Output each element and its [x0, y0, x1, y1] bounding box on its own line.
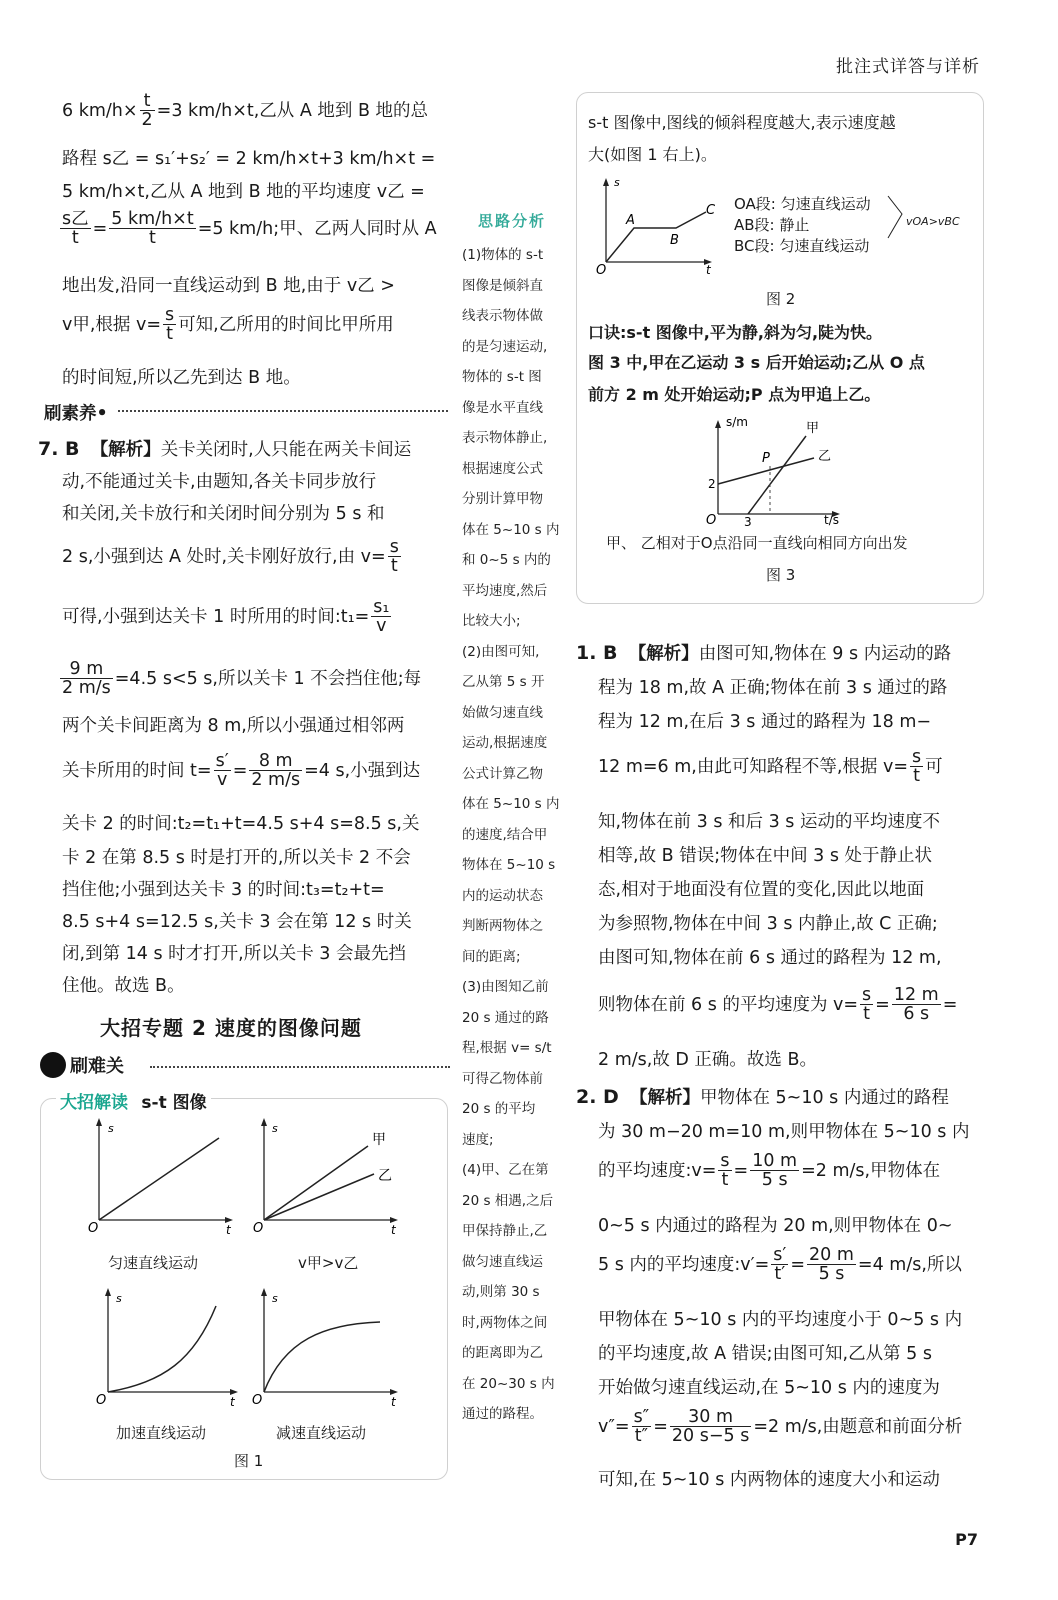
side-note-line: 可得乙物体前 — [462, 1070, 543, 1087]
graph-decelerate — [252, 1288, 398, 1409]
text-line: $\frac{9 m}{2 m/s}$ =4.5 s<5 s,所以关卡 1 不会挡住他;每 — [62, 659, 422, 699]
g4-caption: 减速直线运动 — [276, 1424, 367, 1442]
svg-text:t: t — [391, 1395, 396, 1409]
side-note-line: 像是水平直线 — [462, 399, 543, 416]
side-note-line: 线表示物体做 — [462, 308, 543, 324]
text-line: 大(如图 1 右上)。 — [588, 145, 717, 164]
text-line: v甲,根据 v= $\frac{s}{t}$ 可知,乙所用的时间比甲所用 — [62, 305, 394, 345]
svg-text:B: B — [670, 233, 679, 248]
text-line: s-t 图像中,图线的倾斜程度越大,表示速度越 — [588, 113, 896, 132]
text-line: 态,相对于地面没有位置的变化,因此以地面 — [598, 880, 925, 900]
side-note-line: 体在 5~10 s 内 — [462, 796, 560, 812]
side-note-line: 内的运动状态 — [462, 887, 543, 904]
side-note-line: 物体在 5~10 s — [462, 857, 556, 873]
text-line: 动,不能通过关卡,由题知,各关卡同步放行 — [62, 472, 377, 492]
q7-line: 7. B 【解析】关卡关闭时,人只能在两关卡间运 — [38, 438, 412, 460]
fig3-ylabel: s/m — [726, 415, 748, 429]
side-note-line: 间的距离; — [462, 948, 521, 965]
side-note-line: 物体的 s-t 图 — [462, 369, 542, 385]
svg-text:O: O — [596, 263, 607, 278]
text-line: 5 km/h×t,乙从 A 地到 B 地的平均速度 v乙 = — [62, 182, 425, 202]
fig2-vrel: vOA>vBC — [906, 215, 960, 228]
text-line: 相等,故 B 错误;物体在中间 3 s 处于静止状 — [598, 846, 933, 866]
side-note-line: 图像是倾斜直 — [462, 277, 543, 294]
svg-text:t: t — [230, 1395, 235, 1409]
fig3-caption: 图 3 — [766, 566, 796, 584]
side-note-line: 做匀速直线运 — [462, 1253, 543, 1270]
svg-text:O: O — [252, 1393, 263, 1408]
side-note-line: 甲保持静止,乙 — [462, 1223, 548, 1239]
text-line: 可知,在 5~10 s 内两物体的速度大小和运动 — [598, 1470, 940, 1490]
text-line: 2 s,小强到达 A 处时,关卡刚好放行,由 v= $\frac{s}{t}$ — [62, 537, 399, 577]
page-number: P7 — [955, 1530, 978, 1549]
page-header-title: 批注式详答与详析 — [836, 57, 980, 77]
text-line: 0~5 s 内通过的路程为 20 m,则甲物体在 0~ — [598, 1216, 953, 1236]
fig2-caption: 图 2 — [766, 290, 796, 308]
graph-accelerate — [96, 1288, 238, 1409]
side-note-line: 运动,根据速度 — [462, 735, 548, 751]
svg-text:A: A — [626, 213, 635, 228]
side-note-line: 20 s 相遇,之后 — [462, 1192, 554, 1209]
graph-compare — [253, 1118, 398, 1237]
svg-text:s: s — [614, 176, 620, 189]
side-note-line: 的是匀速运动, — [462, 338, 548, 355]
side-note-line: 在 20~30 s 内 — [462, 1375, 555, 1392]
side-note-line: 动,则第 30 s — [462, 1284, 540, 1300]
dazhao-header: 大招解读 s-t 图像 — [56, 1088, 211, 1113]
fig1-caption: 图 1 — [234, 1452, 264, 1470]
side-note-line: 分别计算甲物 — [462, 491, 543, 507]
fig1-graphs — [44, 1110, 444, 1450]
fig3-xlabel: t/s — [824, 513, 839, 527]
g3-caption: 加速直线运动 — [116, 1424, 207, 1442]
section-title: 大招专题 2 速度的图像问题 — [100, 1016, 362, 1040]
text-line: 为 30 m−20 m=10 m,则甲物体在 5~10 s 内 — [598, 1122, 970, 1142]
text-line: 闭,到第 14 s 时才打开,所以关卡 3 会最先挡 — [62, 944, 406, 964]
text-line: 则物体在前 6 s 的平均速度为 v= $\frac{s}{t}$ = $\frac{12 m}{6 s}$ = — [598, 985, 958, 1025]
text-line: 地出发,沿同一直线运动到 B 地,由于 v乙 > — [62, 276, 395, 296]
g2-yi-label: 乙 — [378, 1168, 392, 1184]
svg-text:s: s — [108, 1122, 114, 1135]
text-line: 的平均速度:v= $\frac{s}{t}$ = $\frac{10 m}{5 s}$ =2 m/s,甲物体在 — [598, 1151, 941, 1191]
side-note-line: (1)物体的 s-t — [462, 247, 544, 263]
side-note-line: 根据速度公式 — [462, 460, 543, 477]
text-line: 8.5 s+4 s=12.5 s,关卡 3 会在第 12 s 时关 — [62, 912, 412, 932]
svg-text:t: t — [706, 263, 711, 277]
dotted-divider — [150, 1066, 450, 1068]
fig3-desc-1: 图 3 中,甲在乙运动 3 s 后开始运动;乙从 O 点 — [588, 353, 925, 372]
text-line: 的时间短,所以乙先到达 B 地。 — [62, 368, 301, 388]
text-line: 甲物体在 5~10 s 内的平均速度小于 0~5 s 内 — [598, 1310, 963, 1330]
text-line: 关卡所用的时间 t= $\frac{s'}{v}$ = $\frac{8 m}{2 m/s}$ =4 s,小强到达 — [62, 751, 421, 791]
fig2-oa: OA段: 匀速直线运动 — [734, 195, 871, 213]
side-note-line: 表示物体静止, — [462, 430, 548, 446]
side-title: 思路分析 — [478, 212, 547, 230]
text-line: 可得,小强到达关卡 1 时所用的时间:t₁= $\frac{\text{s₁}}{v}$ — [62, 597, 390, 637]
svg-text:s: s — [272, 1292, 278, 1305]
mnemonic: 口诀:s-t 图像中,平为静,斜为匀,陡为快。 — [588, 323, 883, 342]
text-line: 路程 s乙 = s₁′+s₂′ = 2 km/h×t+3 km/h×t = — [62, 149, 436, 169]
svg-text:t: t — [226, 1223, 231, 1237]
text-line: 挡住他;小强到达关卡 3 的时间:t₃=t₂+t= — [62, 880, 385, 900]
side-note-line: 程,根据 v= s/t — [462, 1040, 552, 1056]
q2-line: 2. D 【解析】甲物体在 5~10 s 内通过的路程 — [576, 1086, 949, 1108]
brush-quality-label: 刷素养• — [44, 404, 108, 424]
text-line: 5 s 内的平均速度:v′= $\frac{s'}{t'}$ = $\frac{20 m}{5 s}$ =4 m/s,所以 — [598, 1245, 962, 1285]
side-note-line: 的速度,结合甲 — [462, 826, 548, 843]
side-note-line: 的距离即为乙 — [462, 1345, 543, 1361]
text-line: 知,物体在前 3 s 和后 3 s 运动的平均速度不 — [598, 812, 940, 832]
side-note-line: 比较大小; — [462, 613, 521, 629]
text-line: 两个关卡间距离为 8 m,所以小强通过相邻两 — [62, 716, 405, 736]
svg-text:t: t — [391, 1223, 396, 1237]
side-note-line: 始做匀速直线 — [462, 704, 543, 721]
g1-caption: 匀速直线运动 — [108, 1254, 199, 1272]
side-note-line: 20 s 通过的路 — [462, 1009, 549, 1026]
side-note-line: 公式计算乙物 — [462, 765, 543, 782]
side-note-line: (2)由图可知, — [462, 643, 540, 660]
text-line: 和关闭,关卡放行和关闭时间分别为 5 s 和 — [62, 504, 385, 524]
text-line: 12 m=6 m,由此可知路程不等,根据 v= $\frac{s}{t}$ 可 — [598, 747, 943, 787]
svg-text:O: O — [88, 1221, 99, 1236]
side-note-line: 体在 5~10 s 内 — [462, 521, 560, 538]
fig3-jia: 甲 — [806, 421, 820, 436]
side-note-line: 速度; — [462, 1131, 494, 1148]
hard-badge-icon — [40, 1052, 66, 1078]
text-line: 2 m/s,故 D 正确。故选 B。 — [598, 1050, 817, 1070]
fig3-yi: 乙 — [818, 449, 832, 464]
fig3-graph — [696, 410, 846, 530]
fig2-ab: AB段: 静止 — [734, 216, 810, 234]
side-note-line: 和 0~5 s 内的 — [462, 552, 551, 568]
text-line: v″= $\frac{s''}{t''}$ = $\frac{30 m}{20 s-5 s}$ =2 m/s,由题意和前面分析 — [598, 1407, 963, 1447]
graph-uniform — [88, 1118, 233, 1237]
text-line: 由图可知,物体在前 6 s 通过的路程为 12 m, — [598, 948, 942, 968]
text-line: 为参照物,物体在中间 3 s 内静止,故 C 正确; — [598, 914, 938, 934]
fig3-two: 2 — [708, 477, 716, 491]
side-notes — [462, 240, 572, 1430]
text-line: 开始做匀速直线运动,在 5~10 s 内的速度为 — [598, 1378, 940, 1398]
g2-jia-label: 甲 — [372, 1132, 386, 1148]
fig2-bc: BC段: 匀速直线运动 — [734, 237, 870, 255]
fig3-desc-2: 前方 2 m 处开始运动;P 点为甲追上乙。 — [588, 385, 881, 404]
side-note-line: 判断两物体之 — [462, 918, 543, 934]
q1-line: 1. B 【解析】由图可知,物体在 9 s 内运动的路 — [576, 642, 952, 664]
svg-text:O: O — [253, 1221, 264, 1236]
fig3-o: O — [706, 513, 717, 528]
svg-text:s: s — [116, 1292, 122, 1305]
side-note-line: (3)由图知乙前 — [462, 979, 549, 995]
svg-text:O: O — [96, 1393, 107, 1408]
fig3-note: 甲、 乙相对于O点沿同一直线向相同方向出发 — [606, 534, 908, 552]
text-line: $\frac{\text{s乙}}{t}$ = $\frac{5 km/h\times t}{t}$ =5 km/h;甲、乙两人同时从 A — [62, 209, 437, 249]
side-note-line: 20 s 的平均 — [462, 1101, 536, 1117]
svg-text:C: C — [706, 203, 716, 218]
text-line: 住他。故选 B。 — [62, 976, 185, 996]
dotted-divider — [118, 410, 448, 412]
text-line: 程为 12 m,在后 3 s 通过的路程为 18 m− — [598, 712, 932, 732]
text-line: 卡 2 在第 8.5 s 时是打开的,所以关卡 2 不会 — [62, 848, 411, 868]
side-note-line: 乙从第 5 s 开 — [462, 674, 545, 690]
text-line: 程为 18 m,故 A 正确;物体在前 3 s 通过的路 — [598, 678, 948, 698]
hard-label: 刷难关 — [40, 1052, 124, 1078]
fig3-p: P — [762, 451, 770, 466]
text-line: 的平均速度,故 A 错误;由图可知,乙从第 5 s — [598, 1344, 932, 1364]
svg-text:s: s — [272, 1122, 278, 1135]
text-line: 关卡 2 的时间:t₂=t₁+t=4.5 s+4 s=8.5 s,关 — [62, 814, 420, 834]
fig3-three: 3 — [744, 515, 752, 529]
side-note-line: (4)甲、乙在第 — [462, 1162, 549, 1178]
text-line: 6 km/h× $\frac{t}{2}$ =3 km/h×t,乙从 A 地到 B 地的总 — [62, 91, 429, 131]
g2-caption: v甲>v乙 — [298, 1254, 359, 1272]
side-note-line: 通过的路程。 — [462, 1406, 543, 1422]
side-note-line: 时,两物体之间 — [462, 1314, 548, 1331]
side-note-line: 平均速度,然后 — [462, 582, 548, 599]
